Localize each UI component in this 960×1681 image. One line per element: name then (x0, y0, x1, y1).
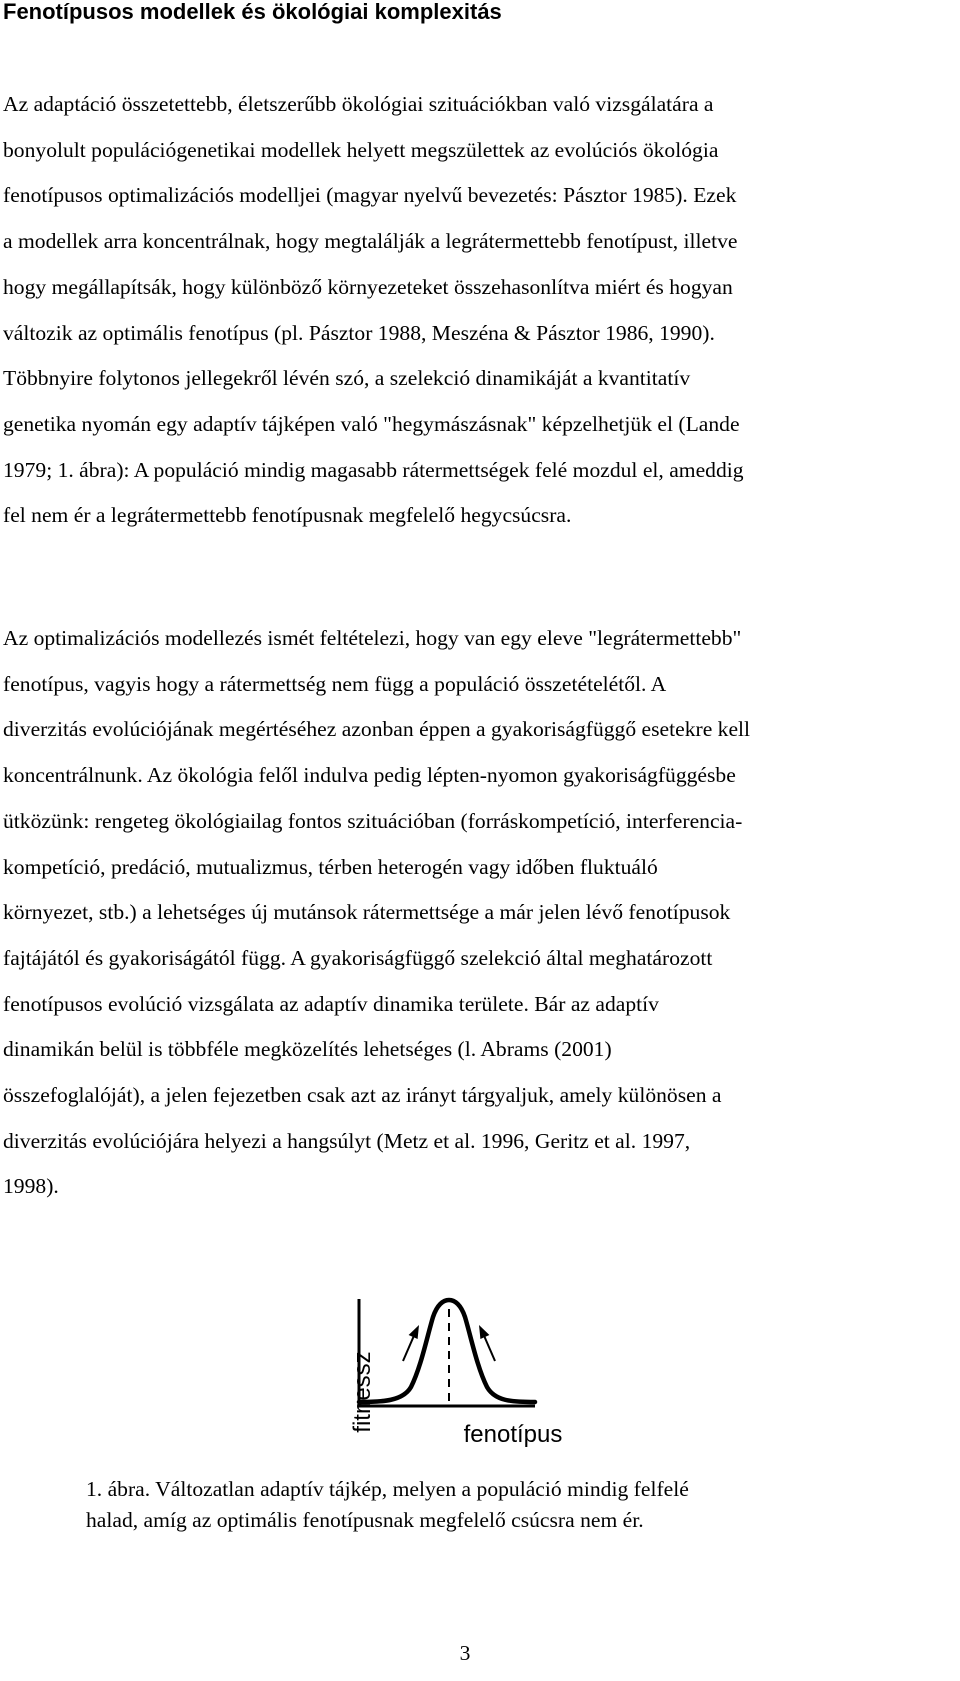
paragraph-line: bonyolult populációgenetikai modellek helyett megszülettek az evolúciós ökológia (3, 137, 719, 162)
paragraph-line: diverzitás evolúciójának megértéséhez azonban éppen a gyakoriságfüggő esetekre kell (3, 717, 751, 742)
figure-caption (86, 1474, 689, 1536)
y-axis-line (359, 1299, 535, 1406)
paragraph-1 (3, 82, 744, 539)
section-heading: Fenotípusos modellek és ökológiai komplexitás (3, 0, 502, 24)
paragraph-line: fenotípusos evolúció vizsgálata az adaptív dinamika területe. Bár az adaptív (3, 991, 659, 1016)
y-axis-label: fitnessz (349, 1351, 376, 1433)
page-number: 3 (459, 1641, 471, 1665)
paragraph-line: dinamikán belül is többféle megközelítés lehetséges (l. Abrams (2001) (3, 1037, 612, 1062)
paragraph-line: fel nem ér a legrátermettebb fenotípusnak megfelelő hegycsúcsra. (3, 503, 572, 528)
paragraph-line: összefoglalóját), a jelen fejezetben csak azt az irányt tárgyaljuk, amely különösen a (3, 1083, 722, 1108)
paragraph-line: a modellek arra koncentrálnak, hogy megtalálják a legrátermettebb fenotípust, illetve (3, 229, 738, 254)
paragraph-line: fenotípus, vagyis hogy a rátermettség nem függ a populáció összetételétől. A (3, 671, 667, 696)
fitness-landscape-diagram (345, 1287, 635, 1462)
paragraph-line: diverzitás evolúciójára helyezi a hangsúlyt (Metz et al. 1996, Geritz et al. 1997, (3, 1128, 691, 1153)
left-up-arrow-icon (403, 1325, 419, 1361)
paragraph-line: kompetíció, predáció, mutualizmus, térben heterogén vagy időben fluktuáló (3, 854, 658, 879)
paragraph-line: Az adaptáció összetettebb, életszerűbb ökológiai szituációkban való vizsgálatára a (3, 92, 714, 116)
paragraph-line: koncentrálnunk. Az ökológia felől indulva pedig lépten-nyomon gyakoriságfüggésbe (3, 763, 736, 788)
caption-line: halad, amíg az optimális fenotípusnak megfelelő csúcsra nem ér. (86, 1508, 644, 1532)
paragraph-2 (3, 616, 750, 1210)
paragraph-line: genetika nyomán egy adaptív tájképen való "hegymászásnak" képzelhetjük el (Lande (3, 411, 740, 436)
caption-line: 1. ábra. Változatlan adaptív tájkép, melyen a populáció mindig felfelé (86, 1477, 689, 1501)
fitness-curve (359, 1300, 535, 1402)
paragraph-line: környezet, stb.) a lehetséges új mutánsok rátermettsége a már jelen lévő fenotípusok (3, 900, 731, 925)
paragraph-line: fajtájától és gyakoriságától függ. A gyakoriságfüggő szelekció által meghatározott (3, 945, 713, 970)
paragraph-line: 1998). (3, 1174, 59, 1199)
right-up-arrow-icon (479, 1325, 495, 1361)
adaptive-landscape-figure (345, 1287, 635, 1462)
paragraph-line: Az optimalizációs modellezés ismét feltételezi, hogy van egy eleve "legrátermettebb" (3, 626, 742, 650)
paragraph-line: 1979; 1. ábra): A populáció mindig magasabb rátermettségek felé mozdul el, ameddig (3, 457, 744, 482)
paragraph-line: változik az optimális fenotípus (pl. Pásztor 1988, Meszéna & Pásztor 1986, 1990). (3, 320, 715, 345)
paragraph-line: fenotípusos optimalizációs modelljei (magyar nyelvű bevezetés: Pásztor 1985). Ezek (3, 183, 737, 208)
paragraph-line: Többnyire folytonos jellegekről lévén szó, a szelekció dinamikáját a kvantitatív (3, 366, 691, 391)
paragraph-line: hogy megállapítsák, hogy különböző környezeteket összehasonlítva miért és hogyan (3, 274, 733, 299)
x-axis-label: fenotípus (463, 1421, 563, 1448)
paragraph-line: ütközünk: rengeteg ökológiailag fontos szituációban (forráskompetíció, interferencia- (3, 808, 743, 833)
